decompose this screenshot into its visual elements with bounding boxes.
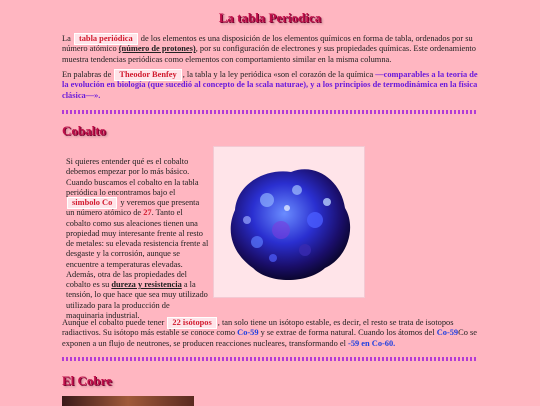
text: En palabras de — [62, 70, 114, 79]
text: de los elementos es una disposición de los elementos químicos en forma de tabla, ordenados por su número atómico — [62, 34, 473, 54]
text: Si quieres entender qué es el cobalto debemos empezar por lo más básico. Cuando buscamos el cobalto en la tabla periódica lo encontramos bajo el — [66, 157, 199, 197]
co59-label: Co-59 — [436, 328, 459, 338]
intro-paragraph-1 — [62, 34, 478, 65]
cobalt-mineral-image — [214, 147, 364, 297]
link-simbolo-co[interactable]: simbolo Co — [68, 198, 116, 208]
page-title: La tabla Periodica — [218, 10, 322, 25]
quote-highlight: —comparables a la teoría de la evolución en biología (que sucedió al concepto de la scala naturae), y a los principios de termodinámica en la física clásica—». — [62, 70, 478, 100]
text: , tan solo tiene un isótopo estable, es decir, el resto se trata de isotopos radiactivos. Su isótopo más estable se conoce como — [62, 318, 454, 338]
link-22-isotopos[interactable]: 22 isótopos — [168, 318, 215, 328]
link-theodor-benfey[interactable]: Theodor Benfey — [115, 70, 180, 80]
text: Co se exponen a un flujo de neutrones, se producen reacciones nucleares, transformando el — [62, 328, 477, 348]
link-numero-protones[interactable]: (número de protones) — [118, 44, 196, 54]
atomic-number: 27 — [143, 208, 152, 218]
co59-label: Co-59 — [237, 328, 259, 338]
section-divider — [62, 110, 477, 114]
cobalto-isotopes-paragraph — [62, 318, 478, 349]
text: a la tensión, lo que hace que sea muy utilizado utilizado para la producción de maquinaria industrial. — [66, 280, 208, 320]
cobalto-description — [66, 157, 209, 321]
section-heading-el-cobre: El Cobre — [62, 373, 112, 388]
text: . Tanto el cobalto como sus aleaciones tienen una propiedad muy interesante frente al resto de metales: su elevada resistencia frente al desgaste y la corrosión, aunque se encuentre a temperaturas elevadas. Además, otra de las propiedades del cobalto es su — [66, 208, 209, 289]
text: Aunque el cobalto puede tener — [62, 318, 167, 327]
intro-paragraph-2 — [62, 70, 478, 101]
text: , la tabla y la ley periódica «son el corazón de la química — [182, 70, 376, 79]
text: , por su configuración de electrones y sus propiedades químicas. Este ordenamiento muestra tendencias periódicas como elementos con comportamiento similar en la misma columna. — [62, 44, 476, 64]
co60-label: -59 en Co-60. — [348, 338, 396, 348]
text: La — [62, 34, 73, 43]
link-tabla-periodica[interactable]: tabla periódica — [75, 34, 137, 44]
text: y se extrae de forma natural. Cuando los átomos del — [258, 328, 437, 338]
cobalt-mineral-graphic — [217, 150, 361, 294]
link-dureza-resistencia[interactable]: dureza y resistencia — [111, 280, 182, 289]
section-heading-cobalto: Cobalto — [62, 123, 107, 138]
text: y veremos que presenta un número atómico de — [66, 198, 200, 218]
section-divider — [62, 357, 477, 361]
